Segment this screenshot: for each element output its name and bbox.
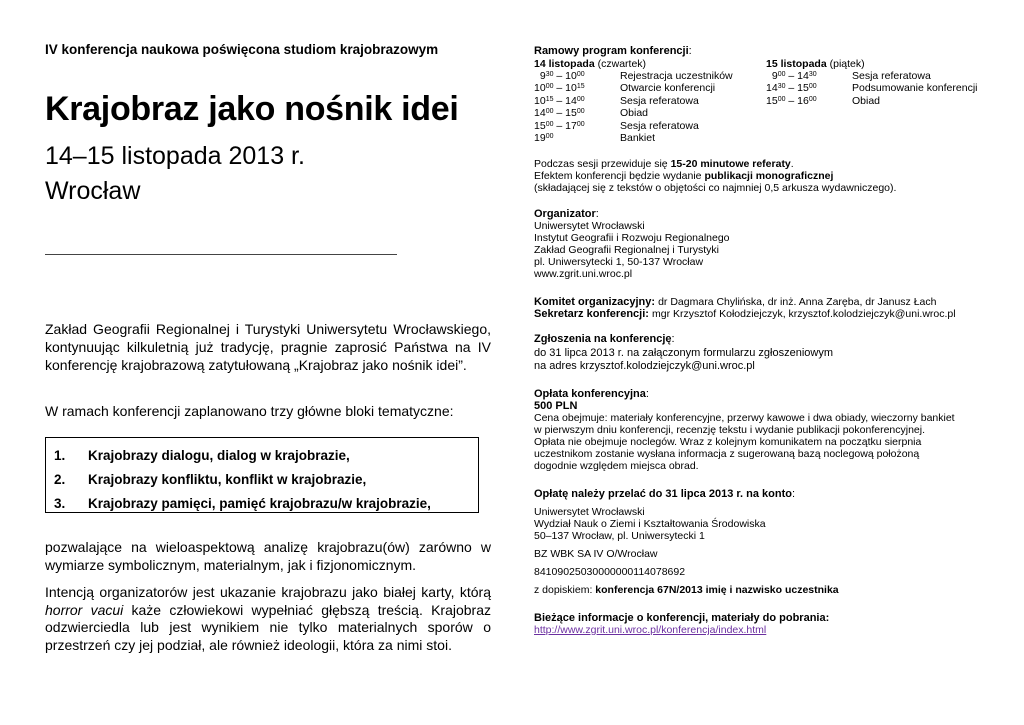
schedule-event: Rejestracja uczestników [620,70,733,82]
schedule-row [766,95,996,107]
schedule-time: $15^{00} - 17^{00}$ [534,119,585,132]
list-item: 2. Krajobrazy konfliktu, konflikt w krajobrazie, [54,472,367,487]
organizer-section: Organizator: Uniwersytet Wrocławski Instytut Geografii i Rozwoju Regionalnego Zakład Geografii Regionalnej i Turystyki pl. Uniwersytecki 1, 50-137 Wrocław www.zgrit.uni.wroc.pl [534,208,730,280]
page-title: Krajobraz jako nośnik idei [45,90,459,128]
schedule-time: $10^{15} - 14^{00}$ [534,94,585,107]
schedule-row [534,132,754,144]
schedule-day-1: 14 listopada (czwartek) $9^{30} - 10^{00}$ Rejestracja uczestników $10^{00} - 10^{15}$ Otwarcie konferencji $10^{15} - 14^{00}$ Sesja referatowa $14^{00} - 15^{00}$ Obiad $15^{00} - 17^{00}$ Sesja referatowa $19^{00}$ Bankiet [534,58,754,144]
schedule-row [766,70,996,82]
fee-section: Opłata konferencyjna: 500 PLN Cena obejmuje: materiały konferencyjne, przerwy kawowe i dwa obiady, wieczorny bankiet w pierwszym dniu konferencji, recenzję tekstu i wydanie publikacji pokonferencyjnej. Opłata nie obejmuje noclegów. Wraz z kolejnym komunikatem na początku sierpnia uczestnikom zostanie wysłana informacja z sugerowaną bazą noclegową położoną dogodnie względem miejsca obrad. [534,388,955,472]
schedule-time: $9^{30} - 10^{00}$ [534,70,585,82]
list-item: 1. Krajobrazy dialogu, dialog w krajobrazie, [54,448,350,463]
thematic-blocks-box [45,437,479,513]
schedule-time: $14^{00} - 15^{00}$ [534,107,585,120]
conference-link[interactable]: http://www.zgrit.uni.wroc.pl/konferencja/index.html [534,624,767,636]
payment-section: Opłatę należy przelać do 31 lipca 2013 r. na konto: Uniwersytet Wrocławski Wydział Nauk o Ziemi i Kształtowania Środowiska 50–137 Wrocław, pl. Uniwersytecki 1 BZ WBK SA IV O/Wrocław 84109025030000000114078692 z dopiskiem: konferencja 67N/2013 imię i nazwisko uczestnika [534,488,839,596]
intent-paragraph: Intencją organizatorów jest ukazanie krajobrazu jako białej karty, którą horror vacui każe człowiekowi wypełniać głębszą treścią. Krajobraz odzwierciedla lub jest wynikiem nie tylko materialnych sporów o przestrzeń czy jej podział, ale również ideologii, która za nimi stoi. [45,584,492,653]
schedule-row [534,95,754,107]
schedule-row [534,107,754,119]
schedule-event: Obiad [620,107,649,120]
conference-number: IV konferencja naukowa poświęcona studiom krajobrazowym [45,42,439,57]
blocks-followup: pozwalające na wieloaspektową analizę krajobrazu(ów) zarówno w wymiarze symbolicznym, materialnym, jak i fizjonomicznym. [45,539,491,573]
bank-name: BZ WBK SA IV O/Wrocław [534,548,658,560]
conference-dates: 14–15 listopada 2013 r. [45,142,305,170]
schedule-day-2: 15 listopada (piątek) $9^{00} - 14^{30}$ Sesja referatowa $14^{30} - 15^{00}$ Podsumowanie konferencji $15^{00} - 16^{00}$ Obiad [766,58,996,107]
schedule-time: $14^{30} - 15^{00}$ [766,82,817,95]
applications-section: Zgłoszenia na konferencję: do 31 lipca 2013 r. na załączonym formularzu zgłoszeniowym na adres krzysztof.kolodziejczyk@uni.wroc.pl [534,333,833,372]
intro-paragraph: Zakład Geografii Regionalnej i Turystyki Uniwersytetu Wrocławskiego, kontynuując kilkuletnią już tradycję, pragnie zaprosić Państwa na IV konferencję krajobrazową zatytułowaną „Krajobraz jako nośnik idei”. [45,321,491,373]
schedule-time: $15^{00} - 16^{00}$ [766,94,817,107]
schedule-event: Sesja referatowa [852,70,931,82]
schedule-event: Otwarcie konferencji [620,82,716,95]
conference-city: Wrocław [45,177,141,205]
schedule-time: $10^{00} - 10^{15}$ [534,82,585,95]
schedule-event: Bankiet [620,131,656,144]
schedule-event: Sesja referatowa [620,94,699,107]
committee-section: Komitet organizacyjny: dr Dagmara Chylińska, dr inż. Anna Zaręba, dr Janusz Łach Sekretarz konferencji: mgr Krzysztof Kołodziejczyk, krzysztof.kolodziejczyk@uni.wroc.pl [534,296,956,320]
schedule-time: $19^{00}$ [534,131,554,144]
schedule-time: $9^{00} - 14^{30}$ [766,70,817,82]
schedule-row [534,82,754,94]
current-info-section: Bieżące informacje o konferencji, materiały do pobrania: http://www.zgrit.uni.wroc.pl/konferencja/index.html [534,612,830,636]
blocks-lead: W ramach konferencji zaplanowano trzy główne bloki tematyczne: [45,403,454,419]
list-item: 3. Krajobrazy pamięci, pamięć krajobrazu/w krajobrazie, [54,496,431,511]
schedule-event: Sesja referatowa [620,119,699,132]
schedule-row [534,120,754,132]
schedule-event: Obiad [852,94,881,107]
account-number: 84109025030000000114078692 [534,566,686,578]
schedule-row [534,70,754,82]
program-heading: Ramowy program konferencji: [534,45,692,57]
program-notes: Podczas sesji przewiduje się 15-20 minutowe referaty. Efektem konferencji będzie wydanie publikacji monograficznej (składającej się z tekstów o objętości co najmniej 0,5 arkusza wydawniczego). [534,158,897,194]
schedule-row [766,82,996,94]
schedule-event: Podsumowanie konferencji [852,82,978,95]
divider-line [45,254,397,255]
